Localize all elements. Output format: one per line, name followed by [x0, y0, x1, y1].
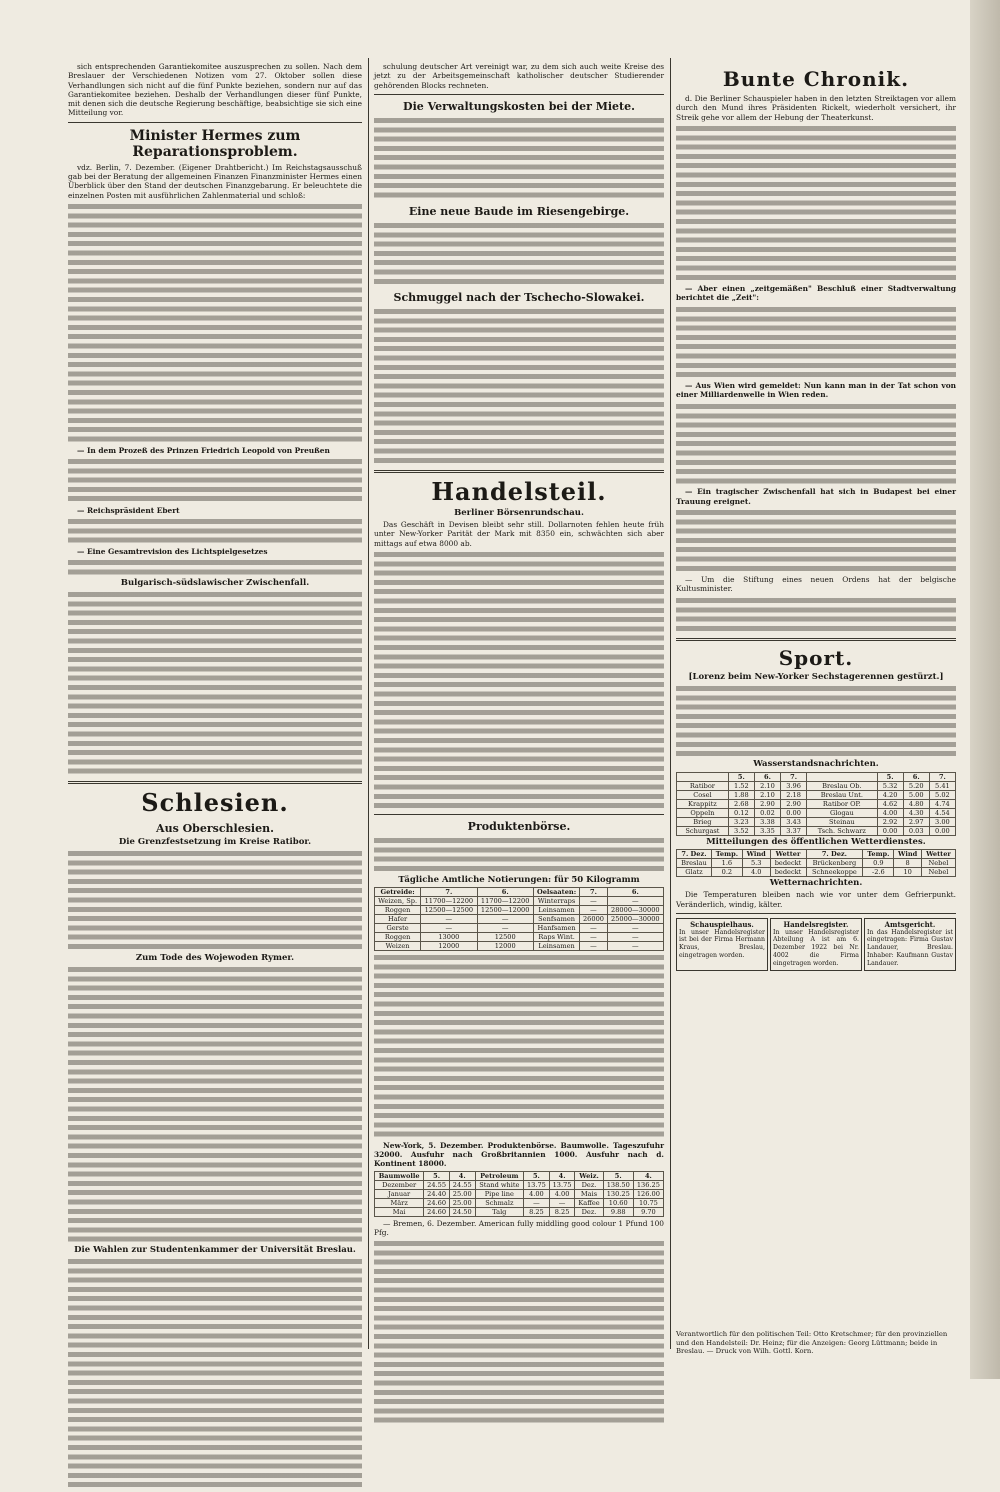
- table-cell: Dezember: [375, 1180, 424, 1189]
- table-cell: Roggen: [375, 905, 421, 914]
- table-cell: Schmalz: [475, 1198, 524, 1207]
- table-cell: 2.18: [781, 790, 807, 799]
- chronik-item-4: — Ein tragischer Zwischenfall hat sich in Budapest bei einer Trauung ereignet.: [676, 487, 956, 506]
- table-header-cell: Getreide:: [375, 887, 421, 896]
- table-cell: Krappitz: [677, 799, 729, 808]
- chronik-item-4-body: [676, 508, 956, 573]
- divider: [68, 781, 362, 784]
- section-schlesien: Schlesien.: [141, 787, 289, 817]
- table-cell: Leinsamen: [533, 905, 579, 914]
- table-header-cell: 5.: [877, 772, 903, 781]
- table-cell: 4.00: [549, 1189, 575, 1198]
- item-prinz-title: — In dem Prozeß des Prinzen Friedrich Leopold von Preußen: [77, 445, 330, 455]
- table-cell: 8: [894, 859, 922, 868]
- headline-baude: Eine neue Baude im Riesengebirge.: [408, 204, 630, 218]
- table-cell: Januar: [375, 1189, 424, 1198]
- table-cell: 3.00: [929, 817, 955, 826]
- table-cell: Ratibor: [677, 781, 729, 790]
- table-header-cell: 7. Dez.: [806, 850, 863, 859]
- table-cell: 10.60: [603, 1198, 633, 1207]
- column-rule-2: [670, 58, 671, 1349]
- table-cell: 4.00: [877, 808, 903, 817]
- table-cell: 126.00: [633, 1189, 663, 1198]
- table-cell: 3.52: [728, 826, 754, 835]
- table-cell: 4.00: [524, 1189, 550, 1198]
- sub-studentenkammer: Die Wahlen zur Studentenkammer der Universität Breslau.: [74, 1244, 356, 1255]
- sub-boersenrundschau: Berliner Börsenrundschau.: [454, 507, 584, 518]
- table-row: [375, 1207, 664, 1216]
- table-cell: —: [477, 914, 533, 923]
- table-cell: 0.00: [877, 826, 903, 835]
- table-header-cell: 5.: [728, 772, 754, 781]
- section-sport: Sport.: [778, 645, 854, 670]
- table-cell: März: [375, 1198, 424, 1207]
- table-cell: 12000: [421, 941, 477, 950]
- table-cell: 2.92: [877, 817, 903, 826]
- body-baude: [374, 221, 664, 286]
- table-cell: 4.30: [903, 808, 929, 817]
- table-cell: Brückenberg: [806, 859, 863, 868]
- table-cell: Dez.: [575, 1180, 603, 1189]
- table-row: [375, 923, 664, 932]
- table-cell: 3.96: [781, 781, 807, 790]
- table-cell: Pipe line: [475, 1189, 524, 1198]
- table-cell: Steinau: [807, 817, 877, 826]
- boerse-lead: Das Geschäft in Devisen bleibt sehr still. Dollarnoten fehlen heute früh unter New-Yorker Parität der Mark mit 8350 ein, schwächten sich aber mittags auf etwa 8000 ab.: [374, 520, 664, 548]
- table-cell: Schurgast: [677, 826, 729, 835]
- table-cell: 9.70: [633, 1207, 663, 1216]
- table-cell: 24.50: [449, 1207, 475, 1216]
- table-header-cell: Temp.: [711, 850, 742, 859]
- table-cell: —: [607, 932, 663, 941]
- article-body-hermes: [68, 202, 362, 444]
- table-header-cell: Wetter: [770, 850, 806, 859]
- item-prinz-body: [68, 457, 362, 504]
- table-header-cell: Petroleum: [475, 1171, 524, 1180]
- item-ebert-body: [68, 517, 362, 545]
- table-cell: 2.90: [781, 799, 807, 808]
- table-cell: Cosel: [677, 790, 729, 799]
- table-cell: —: [421, 923, 477, 932]
- table-header-cell: 7.: [580, 887, 607, 896]
- table-cell: Ratibor OP.: [807, 799, 877, 808]
- table-cell: 4.0: [742, 868, 770, 877]
- table-cell: Nebel: [921, 868, 955, 877]
- grain-table-title: Tägliche Amtliche Notierungen: für 50 Kilogramm: [398, 874, 640, 885]
- body-produktenboerse-2: [374, 953, 664, 1139]
- table-cell: 13.75: [549, 1180, 575, 1189]
- hermes-dateline: vdz. Berlin, 7. Dezember. (Eigener Drahtbericht.) Im Reichstagsausschuß gab bei der Beratung der allgemeinen Finanzen Finanzminister Hermes einen Überblick über den Stand der deutschen Finanzgebarung. Er beleuchtete die einzelnen Posten mit ausführlichen Zahlenmaterial und schloß:: [68, 162, 362, 200]
- table-cell: 8.25: [549, 1207, 575, 1216]
- water-level-table: [676, 772, 956, 836]
- ad-box: [676, 918, 768, 971]
- table-cell: 4.54: [929, 808, 955, 817]
- table-cell: 4.80: [903, 799, 929, 808]
- table-cell: 12500: [477, 932, 533, 941]
- table-cell: Kaffee: [575, 1198, 603, 1207]
- table-header-cell: 4.: [549, 1171, 575, 1180]
- table-cell: 5.00: [903, 790, 929, 799]
- section-bunte-chronik: Bunte Chronik.: [722, 67, 910, 91]
- table-cell: 0.03: [903, 826, 929, 835]
- table-row: [677, 808, 956, 817]
- newyork-line: New-York, 5. Dezember. Produktenbörse. Baumwolle. Tageszufuhr 32000. Ausfuhr nach Großbritannien 1000. Ausfuhr nach d. Kontinent 18000.: [374, 1140, 664, 1169]
- table-cell: 12500—12500: [421, 905, 477, 914]
- water-table-title: Wasserstandsnachrichten.: [753, 759, 879, 770]
- grain-price-table: [374, 887, 664, 951]
- table-cell: 24.55: [424, 1180, 450, 1189]
- chronik-item-3: — Aus Wien wird gemeldet: Nun kann man in der Tat schon von einer Milliardenwelle in Wien reden.: [676, 380, 956, 400]
- table-cell: —: [607, 941, 663, 950]
- table-cell: Senfsamen: [533, 914, 579, 923]
- table-cell: Gerste: [375, 923, 421, 932]
- table-row: [677, 781, 956, 790]
- item-ebert-title: — Reichspräsident Ebert: [77, 505, 180, 515]
- table-header-cell: [677, 772, 729, 781]
- table-cell: 5.02: [929, 790, 955, 799]
- body-verwaltungskosten: [374, 116, 664, 200]
- table-header-cell: Baumwolle: [375, 1171, 424, 1180]
- table-cell: Roggen: [375, 932, 421, 941]
- table-cell: 25.00: [449, 1189, 475, 1198]
- table-row: [677, 859, 956, 868]
- table-cell: 1.88: [728, 790, 754, 799]
- table-cell: 2.10: [754, 781, 780, 790]
- table-cell: Leinsamen: [533, 941, 579, 950]
- ad-body: In unser Handelsregister Abteilung A ist am 6. Dezember 1922 bei Nr. 4002 die Firma eingetragen worden.: [773, 928, 859, 967]
- weather-table: [676, 849, 956, 877]
- table-header-cell: Wind: [742, 850, 770, 859]
- table-cell: 0.00: [781, 808, 807, 817]
- table-cell: 5.41: [929, 781, 955, 790]
- forecast-title: Wetternachrichten.: [769, 878, 863, 888]
- table-cell: Winterraps: [533, 896, 579, 905]
- table-cell: —: [580, 923, 607, 932]
- chronik-item-5-body: [676, 596, 956, 633]
- table-cell: 24.60: [424, 1198, 450, 1207]
- table-cell: —: [549, 1198, 575, 1207]
- divider: [676, 638, 956, 641]
- table-cell: —: [580, 932, 607, 941]
- table-cell: 11700—12200: [477, 896, 533, 905]
- table-cell: 13000: [421, 932, 477, 941]
- table-row: [375, 1198, 664, 1207]
- headline-hermes: Minister Hermes zum Reparationsproblem.: [129, 127, 301, 160]
- table-row: [375, 1180, 664, 1189]
- chronik-item-2-body: [676, 305, 956, 379]
- table-cell: 2.68: [728, 799, 754, 808]
- table-header-cell: Weiz.: [575, 1171, 603, 1180]
- subsection-oberschlesien: Aus Oberschlesien.: [156, 821, 274, 835]
- table-cell: Stand white: [475, 1180, 524, 1189]
- chronik-item-1-body: [676, 124, 956, 282]
- table-header-cell: Wind: [894, 850, 922, 859]
- table-cell: —: [421, 914, 477, 923]
- table-cell: Tsch. Schwarz: [807, 826, 877, 835]
- headline-produktenboerse: Produktenbörse.: [467, 820, 571, 834]
- table-cell: —: [580, 896, 607, 905]
- table-cell: Glatz: [677, 868, 712, 877]
- table-cell: 3.37: [781, 826, 807, 835]
- table-cell: 4.74: [929, 799, 955, 808]
- ad-title: Schauspielhaus.: [690, 919, 754, 929]
- table-header-cell: 6.: [477, 887, 533, 896]
- table-cell: Raps Wint.: [533, 932, 579, 941]
- table-header-cell: [807, 772, 877, 781]
- table-cell: 0.9: [863, 859, 894, 868]
- item-bulgarisch-body: [68, 590, 362, 776]
- item-bulgarisch-title: Bulgarisch-südslawischer Zwischenfall.: [120, 577, 310, 588]
- headline-schmuggel: Schmuggel nach der Tschecho-Slowakei.: [393, 290, 645, 304]
- table-cell: Brieg: [677, 817, 729, 826]
- table-cell: —: [607, 923, 663, 932]
- table-cell: Nebel: [921, 859, 955, 868]
- table-cell: Glogau: [807, 808, 877, 817]
- table-cell: 0.2: [711, 868, 742, 877]
- ad-box: [770, 918, 862, 971]
- table-cell: Mai: [375, 1207, 424, 1216]
- divider: [374, 470, 664, 473]
- table-cell: bedeckt: [770, 868, 806, 877]
- table-header-cell: 6.: [607, 887, 663, 896]
- table-row: [375, 905, 664, 914]
- headline-verwaltungskosten: Die Verwaltungskosten bei der Miete.: [403, 99, 635, 113]
- table-cell: 24.60: [424, 1207, 450, 1216]
- table-cell: —: [580, 941, 607, 950]
- table-header-cell: 5.: [524, 1171, 550, 1180]
- body-rymer: [68, 965, 362, 1244]
- table-row: [677, 817, 956, 826]
- table-cell: 5.3: [742, 859, 770, 868]
- column-rule-1: [368, 58, 369, 1349]
- divider: [374, 94, 664, 95]
- table-cell: 1.6: [711, 859, 742, 868]
- table-cell: 13.75: [524, 1180, 550, 1189]
- table-header-cell: 4.: [449, 1171, 475, 1180]
- ads-grid: [676, 918, 956, 971]
- table-row: [375, 914, 664, 923]
- table-header-cell: 7. Dez.: [677, 850, 712, 859]
- table-cell: 0.00: [929, 826, 955, 835]
- table-cell: —: [477, 923, 533, 932]
- table-cell: 0.12: [728, 808, 754, 817]
- table-cell: —: [607, 896, 663, 905]
- column-2: [374, 62, 664, 1427]
- table-cell: -2.6: [863, 868, 894, 877]
- table-row: [375, 1189, 664, 1198]
- table-header-cell: 7.: [421, 887, 477, 896]
- divider: [676, 913, 956, 914]
- table-cell: 3.35: [754, 826, 780, 835]
- table-cell: 26000: [580, 914, 607, 923]
- body-produktenboerse: [374, 836, 664, 873]
- table-cell: Hanfsamen: [533, 923, 579, 932]
- table-cell: 3.43: [781, 817, 807, 826]
- divider: [68, 122, 362, 123]
- weather-table-title: Mitteilungen des öffentlichen Wetterdienstes.: [706, 836, 926, 847]
- col2-intro: schulung deutscher Art vereinigt war, zu dem sich auch weite Kreise des jetzt zu der Arbeitsgemeinschaft katholischer deutscher Studierender gehörenden Blocks rechneten.: [374, 62, 664, 90]
- body-metalle: [374, 1239, 664, 1425]
- table-cell: 2.97: [903, 817, 929, 826]
- table-header-cell: 6.: [903, 772, 929, 781]
- table-header-cell: 7.: [781, 772, 807, 781]
- table-cell: —: [524, 1198, 550, 1207]
- table-cell: 2.10: [754, 790, 780, 799]
- table-cell: 130.25: [603, 1189, 633, 1198]
- table-cell: Weizen, Sp.: [375, 896, 421, 905]
- forecast-text: Die Temperaturen bleiben nach wie vor unter dem Gefrierpunkt. Veränderlich, windig, kälter.: [676, 890, 956, 909]
- table-cell: Breslau: [677, 859, 712, 868]
- adjacent-page-edge: [970, 0, 1000, 1379]
- column-3: [676, 62, 956, 971]
- sport-subtitle: [Lorenz beim New-Yorker Sechstagerennen gestürzt.]: [688, 671, 944, 682]
- table-cell: —: [580, 905, 607, 914]
- sub-rymer: Zum Tode des Wojewoden Rymer.: [135, 952, 295, 963]
- table-row: [677, 868, 956, 877]
- table-cell: 4.20: [877, 790, 903, 799]
- ad-box: [864, 918, 956, 971]
- column-1: [68, 62, 362, 1492]
- table-header-cell: Wetter: [921, 850, 955, 859]
- chronik-item-2: — Aber einen „zeitgemäßen" Beschluß einer Stadtverwaltung berichtet die „Zeit":: [676, 283, 956, 303]
- table-cell: Weizen: [375, 941, 421, 950]
- table-cell: 10.75: [633, 1198, 663, 1207]
- bremen-line: — Bremen, 6. Dezember. American fully middling good colour 1 Pfund 100 Pfg.: [374, 1218, 664, 1238]
- table-cell: 9.88: [603, 1207, 633, 1216]
- table-cell: Talg: [475, 1207, 524, 1216]
- table-cell: 12500—12000: [477, 905, 533, 914]
- table-cell: 12000: [477, 941, 533, 950]
- table-cell: Hafer: [375, 914, 421, 923]
- table-cell: 1.52: [728, 781, 754, 790]
- table-cell: 10: [894, 868, 922, 877]
- table-header-cell: 5.: [424, 1171, 450, 1180]
- table-header-cell: 5.: [603, 1171, 633, 1180]
- table-cell: 3.23: [728, 817, 754, 826]
- table-cell: 5.32: [877, 781, 903, 790]
- table-cell: Breslau Unt.: [807, 790, 877, 799]
- table-cell: 5.20: [903, 781, 929, 790]
- table-header-cell: 7.: [929, 772, 955, 781]
- body-schmuggel: [374, 307, 664, 465]
- chronik-item-3-body: [676, 402, 956, 486]
- table-cell: 136.25: [633, 1180, 663, 1189]
- table-cell: Breslau Ob.: [807, 781, 877, 790]
- item-lichtspiel-body: [68, 558, 362, 577]
- table-cell: 0.02: [754, 808, 780, 817]
- item-lichtspiel-title: — Eine Gesamtrevision des Lichtspielgesetzes: [77, 546, 268, 556]
- table-cell: Mais: [575, 1189, 603, 1198]
- table-cell: Oppeln: [677, 808, 729, 817]
- table-header-cell: Oelsaaten:: [533, 887, 579, 896]
- table-cell: bedeckt: [770, 859, 806, 868]
- ad-body: In unser Handelsregister ist bei der Firma Hermann Kraus, Breslau, eingetragen worden.: [679, 928, 765, 960]
- table-cell: Schneekoppe: [806, 868, 863, 877]
- body-grenzfestsetzung: [68, 849, 362, 951]
- ad-title: Amtsgericht.: [884, 919, 936, 929]
- ad-body: In das Handelsregister ist eingetragen: Firma Gustav Landauer, Breslau. Inhaber: Kaufmann Gustav Landauer.: [867, 928, 953, 967]
- table-cell: 2.90: [754, 799, 780, 808]
- imprint-footer: Verantwortlich für den politischen Teil: Otto Kretschmer; für den provinziellen und den Handelsteil: Dr. Heinz; für die Anzeigen: Georg Lüttmann; beide in Breslau. — Druck von Wilh. Gottl. Korn.: [676, 1330, 948, 1356]
- col1-intro: sich entsprechenden Garantiekomitee auszusprechen zu sollen. Nach dem Breslauer der Verschiedenen Notizen vom 27. Oktober sollen diese Verhandlungen sich nicht auf die fünf Punkte beziehen, sondern nur auf das Garantiekomitee beziehen. Deshalb der Verhandlungen dieser fünf Punkte, mit denen sich die deutsche Regierung beschäftige, beabsichtige sie sich eine Mitteilung vor.: [68, 62, 362, 118]
- table-cell: 8.25: [524, 1207, 550, 1216]
- body-studentenkammer: [68, 1257, 362, 1490]
- divider: [374, 814, 664, 815]
- table-row: [375, 941, 664, 950]
- ad-title: Handelsregister.: [783, 919, 849, 929]
- table-cell: 11700—12200: [421, 896, 477, 905]
- section-handelsteil: Handelsteil.: [431, 476, 607, 506]
- cotton-table: [374, 1171, 664, 1217]
- table-cell: 138.50: [603, 1180, 633, 1189]
- table-cell: 3.38: [754, 817, 780, 826]
- chronik-item-5: — Um die Stiftung eines neuen Ordens hat der belgische Kultusminister.: [676, 574, 956, 594]
- table-row: [375, 896, 664, 905]
- table-cell: 24.55: [449, 1180, 475, 1189]
- table-cell: Dez.: [575, 1207, 603, 1216]
- chronik-item-1: d. Die Berliner Schauspieler haben in den letzten Streiktagen vor allem durch den Mund ihres Präsidenten Rickelt, wiederholt versichert, ihr Streik gehe vor allem der Hebung der Theaterkunst.: [676, 94, 956, 122]
- sub-grenzfestsetzung: Die Grenzfestsetzung im Kreise Ratibor.: [118, 836, 312, 847]
- table-row: [375, 932, 664, 941]
- table-cell: 4.62: [877, 799, 903, 808]
- table-header-cell: 6.: [754, 772, 780, 781]
- body-boerse: [374, 550, 664, 810]
- table-row: [677, 799, 956, 808]
- table-cell: 24.40: [424, 1189, 450, 1198]
- table-cell: 25000—30000: [607, 914, 663, 923]
- table-cell: 28000—30000: [607, 905, 663, 914]
- table-header-cell: Temp.: [863, 850, 894, 859]
- table-row: [677, 826, 956, 835]
- table-row: [677, 790, 956, 799]
- table-cell: 25.00: [449, 1198, 475, 1207]
- table-header-cell: 4.: [633, 1171, 663, 1180]
- sport-body: [676, 684, 956, 758]
